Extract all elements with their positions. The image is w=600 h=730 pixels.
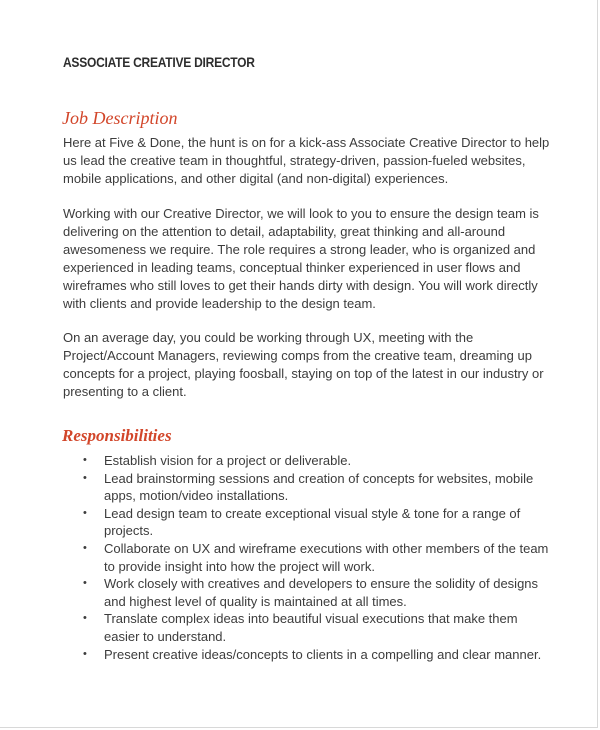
job-description-paragraph-3: On an average day, you could be working through UX, meeting with the Project/Account Managers, reviewing comps from the creative team, dreaming up concepts for a project, playing foosball, staying on top of the latest in our industry or presenting to a client. xyxy=(63,330,544,399)
bullet-icon: • xyxy=(83,647,87,660)
list-item-text: Collaborate on UX and wireframe executions with other members of the team to provide insight into how the project will work. xyxy=(104,540,549,574)
bullet-icon: • xyxy=(83,454,87,466)
job-description-paragraph-2: Working with our Creative Director, we will look to you to ensure the design team is delivering on the attention to detail, adaptability, great thinking and all-around awesomeness we require. The role requires a strong leader, who is organized and experienced in leading teams, conceptual thinker experienced in user flows and wireframes who still loves to get their hands dirty with design. You will work directly with clients and provide leadership to the design team. xyxy=(63,206,539,311)
responsibilities-list xyxy=(63,452,553,663)
list-item-text: Lead design team to create exceptional visual style & tone for a range of projects. xyxy=(104,505,521,539)
list-item-text: Lead brainstorming sessions and creation of concepts for websites, mobile apps, motion/video installations. xyxy=(104,470,534,504)
list-item-text: Translate complex ideas into beautiful visual executions that make them easier to understand. xyxy=(104,611,518,644)
list-item-text: Present creative ideas/concepts to clients in a compelling and clear manner. xyxy=(104,646,542,662)
list-item xyxy=(63,610,553,645)
bullet-icon: • xyxy=(83,541,87,554)
list-item xyxy=(63,470,553,505)
job-description-heading: Job Description xyxy=(62,108,178,128)
list-item xyxy=(63,452,553,470)
document-title: ASSOCIATE CREATIVE DIRECTOR xyxy=(63,54,255,70)
bullet-icon: • xyxy=(83,471,87,484)
list-item xyxy=(63,505,553,540)
list-item xyxy=(63,575,553,610)
list-item-text: Establish vision for a project or deliverable. xyxy=(104,453,352,468)
list-item xyxy=(63,646,553,664)
job-description-paragraph-1: Here at Five & Done, the hunt is on for a kick-ass Associate Creative Director to help us lead the creative team in thoughtful, strategy-driven, passion-fueled websites, mobile applications, and other digital (and non-digital) experiences. xyxy=(63,135,550,186)
bullet-icon: • xyxy=(83,506,87,519)
bullet-icon: • xyxy=(83,577,87,590)
bullet-icon: • xyxy=(83,612,87,625)
list-item-text: Work closely with creatives and developers to ensure the solidity of designs and highest level of quality is maintained at all times. xyxy=(104,576,539,609)
responsibilities-heading: Responsibilities xyxy=(62,426,172,445)
list-item xyxy=(63,540,553,575)
